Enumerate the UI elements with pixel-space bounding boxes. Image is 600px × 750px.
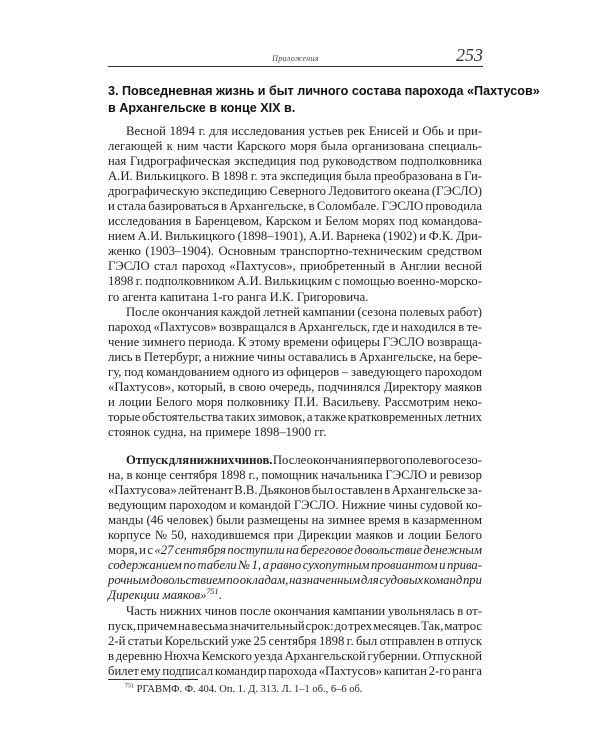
text-line: ГЭСЛО стал пароход «Пахтусов», приобретенный в Англии весной [108,259,482,274]
text-line [108,453,482,468]
text-line: билет ему подписал командир парохода «Пахтусов» капитан 2-го ранга [108,664,482,679]
footnote [125,683,362,696]
text-line: стоянок судна, на примере 1898–1900 гг. [108,425,327,440]
text-line: пароход «Пахтусов» возвращался в Архангельск, где и находился в те- [108,320,482,335]
text-line: чение зимнего периода. К этому времени офицеры ГЭСЛО возвраща- [108,335,482,350]
text-line [108,573,482,588]
text-line: А.И. Вилькицкого. В 1898 г. эта экспедиция была преобразована в Ги- [108,169,482,184]
paragraph [108,453,482,603]
text-line: корпусе № 50, находившемся при Дирекции маяков и лоции Белого [108,528,482,543]
text-span: «27 сентября поступили на береговое довольствие денежным [154,543,482,558]
text-line: ведующим пароходом и командой ГЭСЛО. Нижние чины судовой ко- [108,498,482,513]
section-heading-line: в Архангельске в конце XIX в. [108,101,296,115]
text-line: исследования в Баренцевом, Карском и Белом морях под командова- [108,214,482,229]
paragraph [108,604,482,679]
text-line [108,543,482,558]
text-line: пуск, причем на весьма значительный срок: до трех месяцев. Так, матрос [108,619,482,634]
text-line: Часть нижних чинов после окончания кампании увольнялась в от- [126,604,482,618]
section-heading [108,83,540,117]
text-line: легающей к ним части Карского моря была организована специаль- [108,139,482,154]
running-head [108,45,483,67]
text-line [108,588,482,603]
text-line: дрографическую экспедицию Северного Ледовитого океана (ГЭСЛО) [108,184,482,199]
text-span: После окончания первого полевого сезо- [272,453,482,467]
footnote-divider [108,679,198,680]
text-line: и стала базироваться в Архангельске, в Соломбале. ГЭСЛО проводила [108,199,482,214]
text-span: моря, и с [108,543,155,558]
text-line [108,558,482,573]
text-line: женко (1903–1904). Основным транспортно-техническим средством [108,244,482,259]
footnote-number: 751 [125,683,134,690]
text-line: 1898 г. подполковником А.И. Вилькицким с помощью военно-морско- [108,274,482,289]
text-line: нием А.И. Вилькицкого (1898–1901), А.И. Варнека (1902) и Ф.К. Дри- [108,229,483,244]
text-line: гу, под командованием одного из офицеров – заведующего пароходом [108,365,482,380]
section-heading-line: 3. Повседневная жизнь и быт личного состава парохода «Пахтусов» [108,84,540,98]
run-in-heading: Отпуск для нижних чинов. [126,453,273,467]
text-line: После окончания каждой летней кампании (сезона полевых работ) [126,305,482,319]
text-line: «Пахтусов», который, в свою очередь, подчинялся Директору маяков [108,380,482,395]
paragraph [108,305,482,440]
text-line: и лоции Белого моря полковнику П.И. Васильеву. Рассмотрим неко- [108,395,482,410]
text-span: рочным довольствием по окладам, назначенным для судовых команд при [108,573,482,588]
text-line: лись в Петербург, а нижние чины оставались в Архангельске, на бере- [108,350,482,365]
page-number: 253 [456,45,483,65]
running-head-title: Приложения [272,54,319,63]
text-span: содержанием по табели № 1, а равно сухопутным провиантом и прива- [108,558,482,573]
footnote-reference: 751 [206,587,219,597]
text-span: Дирекции маяков» [108,588,207,603]
text-line: го агента капитана 1-го ранга И.К. Григоровича. [108,289,369,304]
text-line: Весной 1894 г. для исследования устьев рек Енисей и Обь и при- [126,124,482,138]
text-line: торые обстоятельства таких зимовок, а также кратковременных летних [108,410,482,425]
text-line: манды (46 человек) были размещены на зимнее время в казарменном [108,513,482,528]
text-span: . [218,588,222,603]
text-line: «Пахтусова» лейтенант В.В. Дьяконов был оставлен в Архангельске за- [108,483,482,498]
footnote-text: РГАВМФ. Ф. 404. Оп. 1. Д. 313. Л. 1–1 об., 6–6 об. [136,684,363,695]
text-line: на, в конце сентября 1898 г., помощник начальника ГЭСЛО и ревизор [108,468,482,483]
text-line: 2-й статьи Корельский уже 25 сентября 1898 г. был отправлен в отпуск [108,634,482,649]
text-line: ная Гидрографическая экспедиция под руководством подполковника [108,154,482,169]
text-line: в деревню Нюхча Кемского уезда Архангельской губернии. Отпускной [108,649,482,664]
paragraph [108,124,482,305]
